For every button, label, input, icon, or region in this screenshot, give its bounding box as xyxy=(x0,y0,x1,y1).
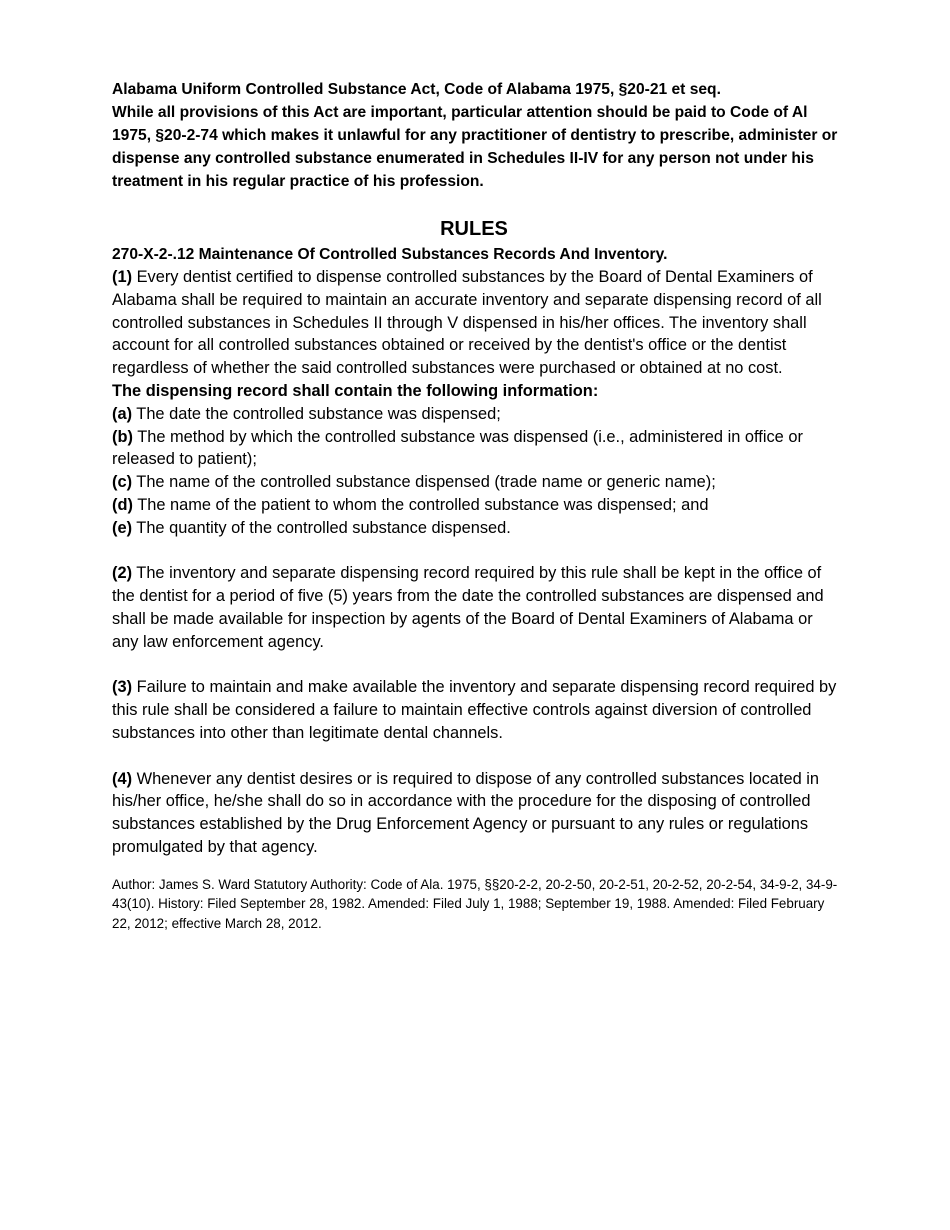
item-label: (e) xyxy=(112,518,133,537)
paragraph-number: (3) xyxy=(112,678,133,697)
item-label: (b) xyxy=(112,427,133,446)
list-item xyxy=(112,426,842,472)
item-label: (d) xyxy=(112,495,133,514)
list-item xyxy=(112,494,842,517)
item-label: (a) xyxy=(112,404,133,423)
spacer xyxy=(112,745,842,768)
paragraph-2 xyxy=(112,562,842,653)
spacer xyxy=(112,540,842,563)
paragraph-text: Whenever any dentist desires or is required to dispose of any controlled substances located in his/her office, he/she shall do so in accordance with the procedure for the disposing of controlled substances established by the Drug Enforcement Agency or pursuant to any rules or regulations promulgated by that agency. xyxy=(112,769,820,856)
paragraph-text: The inventory and separate dispensing record required by this rule shall be kept in the office of the dentist for a period of five (5) years from the date the controlled substances are dispensed and shall be made available for inspection by agents of the Board of Dental Examiners of Alabama or any law enforcement agency. xyxy=(112,564,824,651)
intro-section xyxy=(112,78,842,193)
paragraph-4 xyxy=(112,768,842,859)
list-item xyxy=(112,471,842,494)
item-text: The name of the patient to whom the controlled substance was dispensed; and xyxy=(132,495,709,514)
paragraph-number: (2) xyxy=(112,564,133,583)
act-note: While all provisions of this Act are important, particular attention should be paid to Code of Al 1975, §20-2-74 which makes it unlawful for any practitioner of dentistry to prescribe, administer or dispense any controlled substance enumerated in Schedules II-IV for any person not under his treatment in his regular practice of his profession. xyxy=(112,104,838,190)
rule-title: 270-X-2-.12 Maintenance Of Controlled Substances Records And Inventory. xyxy=(112,246,668,263)
list-item xyxy=(112,403,842,426)
paragraph-1 xyxy=(112,266,842,380)
item-text: The quantity of the controlled substance dispensed. xyxy=(132,518,511,537)
item-text: The date the controlled substance was dispensed; xyxy=(132,404,501,423)
paragraph-number: (1) xyxy=(112,268,133,286)
rules-heading: RULES xyxy=(440,218,508,240)
history-footer: Author: James S. Ward Statutory Authority: Code of Ala. 1975, §§20-2-2, 20-2-50, 20-2-51, 20-2-52, 20-2-54, 34-9-2, 34-9-43(10). History: Filed September 28, 1982. Amended: Filed July 1, 1988; September 19, 1988. Amended: Filed February 22, 2012; effective March 28, 2012. xyxy=(112,876,838,931)
spacer xyxy=(112,654,842,677)
paragraph-text: Every dentist certified to dispense controlled substances by the Board of Dental Examiners of Alabama shall be required to maintain an accurate inventory and separate dispensing record of all controlled substances in Schedules II through V dispensed in his/her offices. The inventory shall account for all controlled substances obtained or received by the dentist's office or the dentist regardless of whether the said controlled substances were purchased or obtained at no cost. xyxy=(112,268,822,378)
paragraph-3 xyxy=(112,676,842,744)
paragraph-number: (4) xyxy=(112,769,133,788)
item-text: The method by which the controlled substance was dispensed (i.e., administered in office or released to patient); xyxy=(112,427,803,469)
item-label: (c) xyxy=(112,473,133,492)
dispensing-heading: The dispensing record shall contain the following information: xyxy=(112,381,599,400)
item-text: The name of the controlled substance dispensed (trade name or generic name); xyxy=(132,473,716,492)
paragraph-text: Failure to maintain and make available the inventory and separate dispensing record required by this rule shall be considered a failure to maintain effective controls against diversion of controlled substances into other than legitimate dental channels. xyxy=(112,678,837,742)
act-citation: Alabama Uniform Controlled Substance Act, Code of Alabama 1975, §20-21 et seq. xyxy=(112,81,721,98)
list-item xyxy=(112,517,842,540)
